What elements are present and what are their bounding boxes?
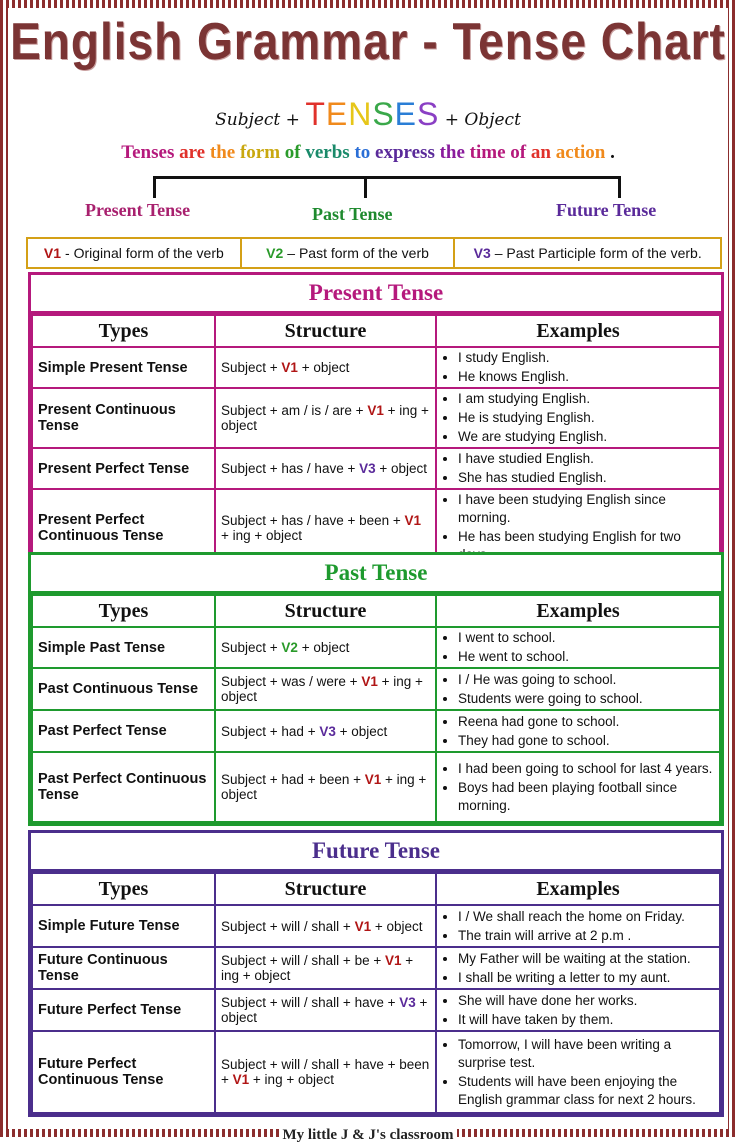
example-item: • I had been going to school for last 4 years. [458,760,714,778]
structure-verb: V1 [381,953,402,968]
tagline-word: of [284,142,306,163]
table-row [32,1031,720,1113]
example-item: • I / He was going to school. [458,671,714,689]
formula-subject: Subject + [215,110,300,130]
column-header-types: Types [32,595,215,627]
present-tense-section [28,272,724,570]
tense-structure [215,989,436,1031]
tense-examples [436,668,720,710]
structure-verb: V3 [395,995,416,1010]
tagline-word: the [439,142,470,163]
column-header-structure: Structure [215,595,436,627]
example-item: • I went to school. [458,629,714,647]
tense-tree [8,176,736,236]
example-item: • He is studying English. [458,409,714,427]
example-item: • I study English. [458,349,714,367]
tense-type: Past Perfect Tense [32,710,215,752]
structure-text: Subject + had + been + [221,772,361,787]
tagline-word: to [354,142,376,163]
tagline-word: Tenses [121,142,180,163]
column-header-examples: Examples [436,873,720,905]
tagline-word: the [209,142,240,163]
structure-verb: V1 [400,512,422,528]
example-item: • The train will arrive at 2 p.m . [458,927,714,945]
tree-present-label: Present Tense [85,200,191,220]
structure-text: Subject + will / shall + be + [221,953,382,968]
table-row [32,947,720,989]
structure-text: + ing + object [221,527,303,543]
table-row [32,710,720,752]
tenses-letter: E [325,96,349,132]
example-item: • She will have done her works. [458,992,714,1010]
tense-examples [436,710,720,752]
tense-examples [436,905,720,947]
table-row [32,627,720,668]
section-title: Present Tense [31,275,721,314]
tagline-end: . [605,142,615,163]
verb-form-v1 [28,239,242,267]
structure-text: Subject + has / have + been + [221,512,401,528]
tense-type: Future Perfect Continuous Tense [32,1031,215,1113]
tense-examples [436,1031,720,1113]
column-header-examples: Examples [436,315,720,347]
tense-structure [215,905,436,947]
verb-sep: – [287,245,296,261]
tense-examples [436,989,720,1031]
tense-type: Present Continuous Tense [32,388,215,448]
structure-verb: V3 [355,461,376,476]
page-content [8,8,728,1129]
tagline-word: are [179,142,210,163]
example-item: • He knows English. [458,368,714,386]
tagline-word: an [530,142,556,163]
tense-type: Simple Present Tense [32,347,215,388]
structure-text: Subject + has / have + [221,461,356,476]
structure-verb: V1 [228,1072,250,1087]
tense-type: Present Perfect Continuous Tense [32,489,215,566]
formula-tenses-word [305,96,439,132]
table-header-row [32,873,720,905]
structure-verb: V1 [277,360,298,375]
verb-tag: V3 [473,245,491,261]
tense-type: Past Continuous Tense [32,668,215,710]
table-row [32,752,720,822]
tense-type: Future Perfect Tense [32,989,215,1031]
structure-text: Subject + am / is / are + [221,403,364,418]
tagline-word: time [469,142,511,163]
verb-forms-legend [26,237,722,269]
tense-type: Past Perfect Continuous Tense [32,752,215,822]
verb-sep: – [494,245,503,261]
structure-text: + object [301,640,350,655]
tense-table [31,314,721,567]
column-header-types: Types [32,873,215,905]
tree-past-label: Past Tense [312,204,393,224]
structure-text: + object [339,723,388,739]
tense-structure [215,347,436,388]
verb-form-v3 [455,239,720,267]
verb-tag: V2 [266,245,284,261]
structure-verb: V1 [357,674,378,689]
footer [0,1126,736,1144]
example-item: • I have studied English. [458,450,714,468]
table-row [32,989,720,1031]
section-title: Future Tense [31,833,721,872]
example-item: • He has been studying English for two [458,528,714,564]
tense-structure [215,947,436,989]
tenses-formula [8,96,728,133]
example-item: • I / We shall reach the home on Friday. [458,908,714,926]
table-header-row [32,315,720,347]
past-tense-section [28,552,724,826]
tagline-word: of [510,142,531,163]
structure-text: + object [379,461,428,476]
tense-examples [436,448,720,489]
example-item: • Students will have been enjoying the English grammar class for next 2 hours. [458,1073,714,1109]
example-item: • They had gone to school. [458,732,714,750]
tense-table [31,872,721,1114]
column-header-examples: Examples [436,595,720,627]
structure-verb: V3 [315,723,336,739]
verb-tag: V1 [43,245,62,261]
tree-branch [618,176,621,198]
section-title: Past Tense [31,555,721,594]
structure-text: Subject + will / shall + [221,918,351,934]
tagline-word: action [555,142,606,163]
example-item: • I shall be writing a letter to my aunt. [458,969,714,987]
structure-text: Subject + will / shall + have + [221,995,396,1010]
tense-structure [215,448,436,489]
verb-desc: Original form of the verb [73,245,224,261]
structure-text: + object [221,995,428,1025]
tree-line [153,176,621,179]
tense-examples [436,752,720,822]
table-row [32,905,720,947]
tense-examples [436,627,720,668]
structure-text: Subject + had + [221,723,316,739]
tree-branch [153,176,156,198]
tense-type: Simple Past Tense [32,627,215,668]
example-item: • Boys had been playing football since morning. [458,779,714,815]
table-header-row [32,595,720,627]
structure-text: + ing + object [221,403,429,433]
structure-text: Subject + [221,640,278,655]
tree-future-label: Future Tense [556,200,657,220]
tense-type: Future Continuous Tense [32,947,215,989]
footer-credit: My little J & J's classroom [279,1127,458,1143]
structure-text: + ing + object [221,953,414,983]
verb-desc: Past Participle form of the verb. [506,245,702,261]
structure-text: Subject + [221,360,278,375]
example-item: • My Father will be waiting at the station. [458,950,714,968]
tenses-letter: E [394,96,417,132]
verb-sep: - [65,245,70,261]
tagline-word: express [375,142,440,163]
table-row [32,388,720,448]
tenses-letter: S [372,96,395,132]
tense-type: Present Perfect Tense [32,448,215,489]
tenses-letter: T [305,96,326,132]
example-item: • He went to school. [458,648,714,666]
tree-branch [364,176,367,198]
example-item: • Reena had gone to school. [458,713,714,731]
tense-examples [436,347,720,388]
tense-table [31,594,721,823]
structure-text: + object [301,360,350,375]
table-row [32,448,720,489]
tense-structure [215,668,436,710]
structure-text: + ing + object [221,772,427,802]
structure-verb: V2 [277,640,298,655]
tense-structure [215,1031,436,1113]
structure-text: Subject + was / were + [221,674,358,689]
tense-structure [215,627,436,668]
tense-structure [215,388,436,448]
column-header-structure: Structure [215,873,436,905]
tagline-word: verbs [305,142,355,163]
tenses-letter: S [417,96,440,132]
example-item: • I have been studying English since morning. [458,491,714,527]
tense-type: Simple Future Tense [32,905,215,947]
structure-text: + ing + object [252,1072,334,1087]
tense-structure [215,710,436,752]
tenses-letter: N [348,96,373,132]
column-header-structure: Structure [215,315,436,347]
structure-text: + object [374,918,423,934]
future-tense-section [28,830,724,1117]
structure-verb: V1 [350,918,372,934]
structure-verb: V1 [363,403,384,418]
example-item: • I am studying English. [458,390,714,408]
tense-examples [436,947,720,989]
tagline [8,142,728,164]
structure-text: Subject + will / shall + have + been + [221,1057,430,1087]
example-item: • Students were going to school. [458,690,714,708]
verb-desc: Past form of the verb [298,245,429,261]
page-title: English Grammar - Tense Chart [10,11,726,71]
tagline-word: form [239,142,285,163]
column-header-types: Types [32,315,215,347]
example-item: • It will have taken by them. [458,1011,714,1029]
tense-structure [215,752,436,822]
table-row [32,668,720,710]
formula-object: + Object [444,110,521,130]
table-row [32,347,720,388]
verb-form-v2 [242,239,456,267]
structure-text: + ing + object [221,674,423,704]
example-item: • We are studying English. [458,428,714,446]
tense-examples [436,388,720,448]
structure-verb: V1 [361,772,382,787]
example-item: • She has studied English. [458,469,714,487]
example-item: • Tomorrow, I will have been writing a surprise test. [458,1036,714,1072]
